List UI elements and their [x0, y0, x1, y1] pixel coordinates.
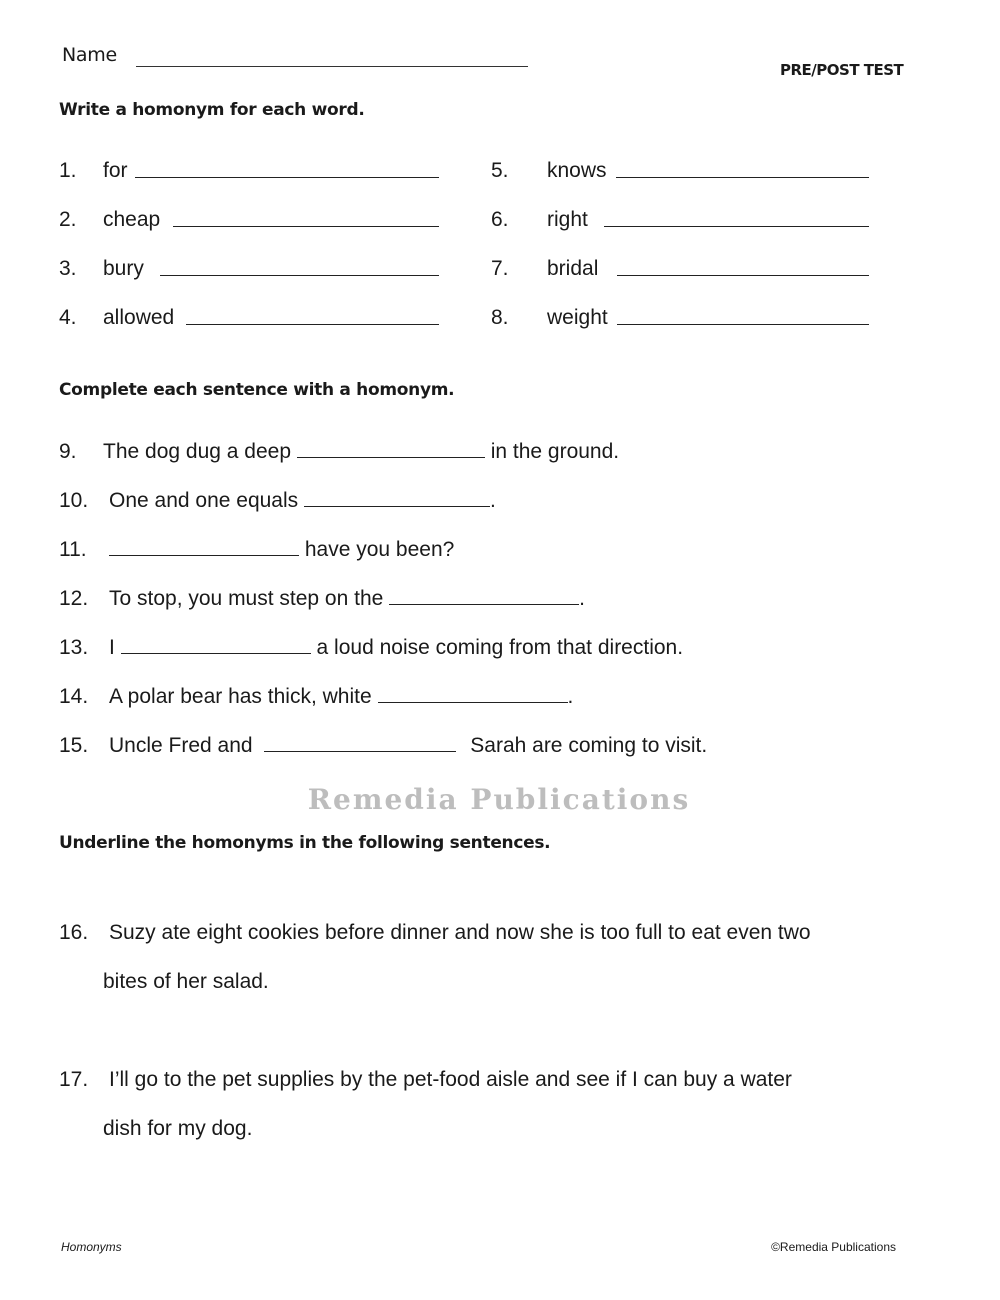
- answer-blank[interactable]: [378, 684, 568, 703]
- item-number: 6.: [491, 208, 509, 231]
- underline-item: [59, 921, 811, 945]
- watermark: Remedia Publications: [307, 783, 691, 816]
- answer-blank[interactable]: [135, 159, 439, 178]
- sentence-item: [59, 439, 619, 464]
- underline-item: [59, 1068, 792, 1092]
- item-word: knows: [547, 159, 607, 182]
- sentence-line2[interactable]: bites of her salad.: [103, 970, 269, 993]
- answer-blank[interactable]: [186, 306, 439, 325]
- item-number: 3.: [59, 257, 77, 280]
- word-item: [59, 159, 439, 185]
- item-number: 7.: [491, 257, 509, 280]
- sentence-before: I: [109, 636, 115, 659]
- item-word: for: [103, 159, 128, 182]
- sentence-line1[interactable]: I’ll go to the pet supplies by the pet-food aisle and see if I can buy a water: [109, 1068, 792, 1091]
- sentence-after: .: [567, 685, 574, 708]
- sentence-before: To stop, you must step on the: [109, 587, 384, 610]
- sentence-after: Sarah are coming to visit.: [470, 734, 708, 757]
- sentence-item: [59, 733, 707, 758]
- answer-blank[interactable]: [389, 586, 579, 605]
- answer-blank[interactable]: [604, 208, 869, 227]
- word-item: [59, 257, 439, 283]
- item-number: 15.: [59, 734, 89, 757]
- section2-heading: Complete each sentence with a homonym.: [59, 380, 455, 400]
- item-word: allowed: [103, 306, 175, 329]
- name-label: Name: [62, 44, 117, 66]
- word-item: [59, 306, 439, 332]
- word-item: [491, 306, 871, 332]
- footer-copyright: ©Remedia Publications: [771, 1240, 896, 1254]
- answer-blank[interactable]: [617, 306, 869, 325]
- item-number: 14.: [59, 685, 89, 708]
- answer-blank[interactable]: [617, 257, 869, 276]
- sentence-item: [59, 635, 683, 660]
- item-number: 2.: [59, 208, 77, 231]
- word-item: [491, 208, 871, 234]
- footer-title: Homonyms: [61, 1240, 122, 1254]
- item-word: bury: [103, 257, 144, 280]
- item-number: 11.: [59, 538, 87, 561]
- answer-blank[interactable]: [121, 635, 311, 654]
- sentence-item: [59, 586, 585, 611]
- item-word: right: [547, 208, 588, 231]
- item-number: 10.: [59, 489, 89, 512]
- sentence-item: [59, 488, 496, 513]
- item-number: 12.: [59, 587, 89, 610]
- sentence-before: Uncle Fred and: [109, 734, 253, 757]
- section1-heading: Write a homonym for each word.: [59, 100, 365, 120]
- sentence-after: .: [579, 587, 586, 610]
- section3-heading: Underline the homonyms in the following sentences.: [59, 833, 551, 853]
- item-number: 16.: [59, 921, 89, 944]
- answer-blank[interactable]: [616, 159, 869, 178]
- sentence-before: The dog dug a deep: [103, 440, 291, 463]
- item-number: 1.: [59, 159, 77, 182]
- sentence-after: have you been?: [304, 538, 455, 561]
- item-number: 5.: [491, 159, 509, 182]
- item-word: bridal: [547, 257, 599, 280]
- answer-blank[interactable]: [264, 733, 456, 752]
- sentence-after: a loud noise coming from that direction.: [316, 636, 684, 659]
- sentence-after: .: [490, 489, 496, 512]
- answer-blank[interactable]: [173, 208, 439, 227]
- answer-blank[interactable]: [109, 537, 299, 556]
- word-item: [491, 257, 871, 283]
- item-word: weight: [547, 306, 608, 329]
- item-number: 9.: [59, 440, 77, 463]
- answer-blank[interactable]: [304, 488, 490, 507]
- sentence-before: One and one equals: [109, 489, 299, 512]
- sentence-before: A polar bear has thick, white: [109, 685, 372, 708]
- sentence-after: in the ground.: [490, 440, 620, 463]
- answer-blank[interactable]: [160, 257, 439, 276]
- word-item: [491, 159, 871, 185]
- item-number: 4.: [59, 306, 77, 329]
- item-word: cheap: [103, 208, 161, 231]
- sentence-item: [59, 537, 454, 562]
- item-number: 8.: [491, 306, 509, 329]
- sentence-item: [59, 684, 573, 709]
- sentence-line1[interactable]: Suzy ate eight cookies before dinner and now she is too full to eat even two: [109, 921, 811, 944]
- item-number: 17.: [59, 1068, 89, 1091]
- word-item: [59, 208, 439, 234]
- test-type-label: PRE/POST TEST: [780, 61, 904, 79]
- sentence-line2[interactable]: dish for my dog.: [103, 1117, 253, 1140]
- answer-blank[interactable]: [297, 439, 485, 458]
- name-input-line[interactable]: [136, 66, 528, 67]
- item-number: 13.: [59, 636, 89, 659]
